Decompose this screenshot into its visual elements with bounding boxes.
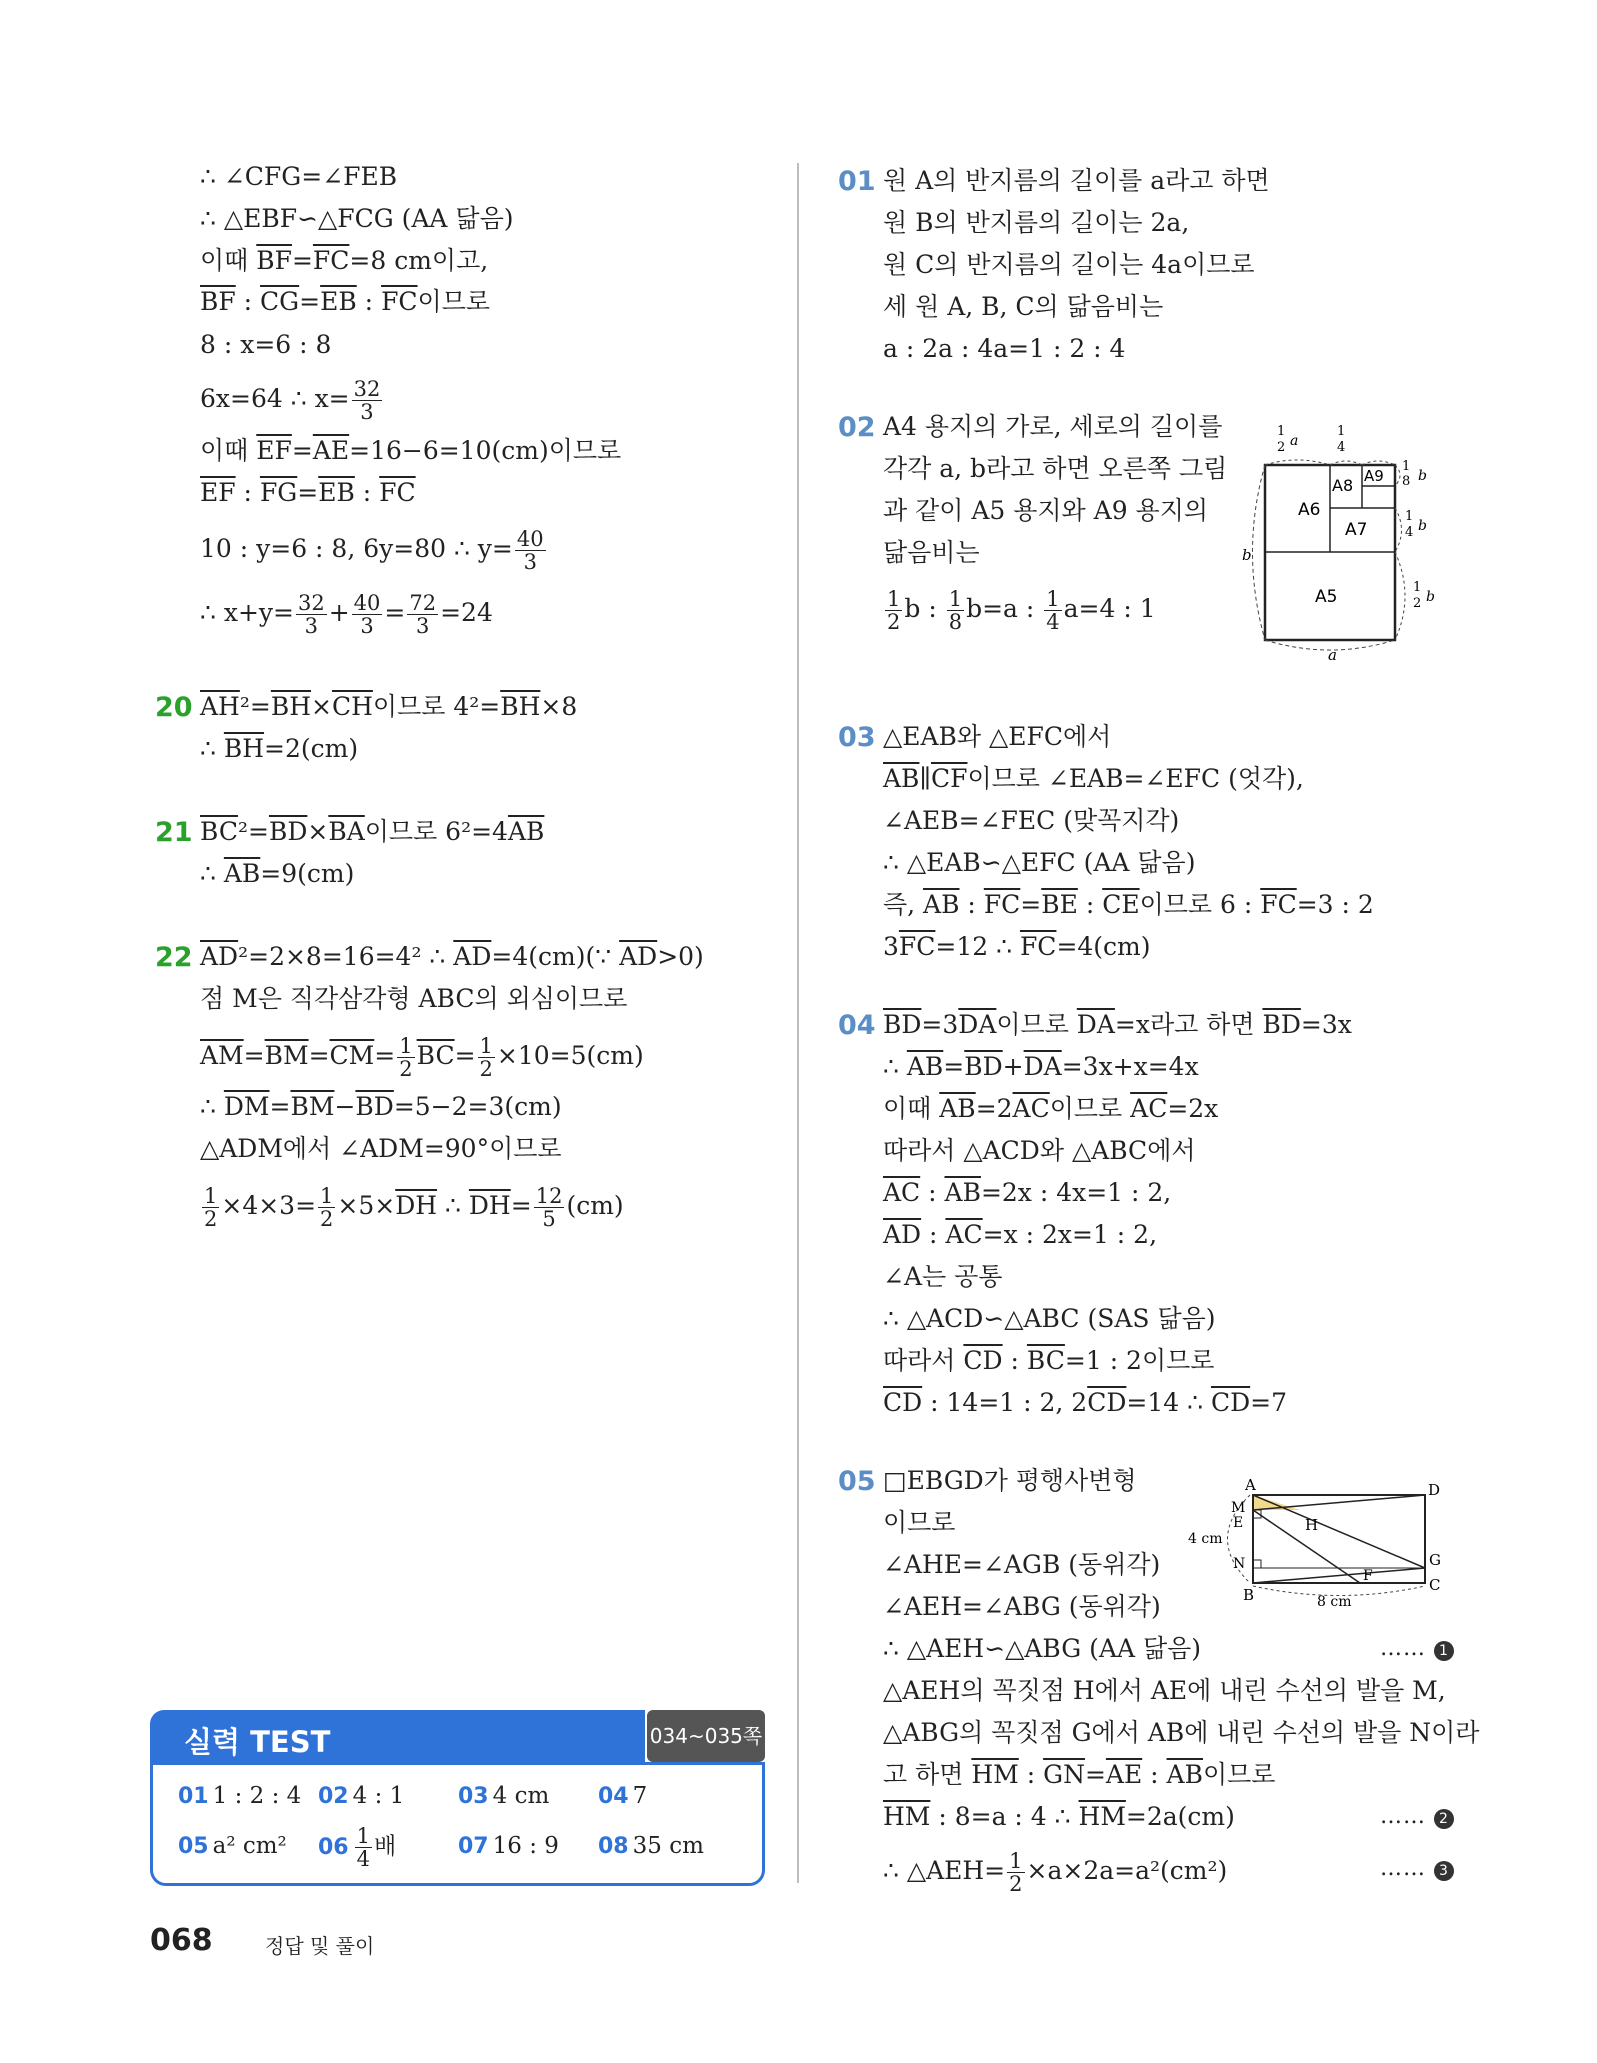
- test-header: [150, 1710, 645, 1764]
- problem-number: 21: [155, 817, 193, 848]
- answer-item: 08 35 cm: [598, 1833, 704, 1859]
- answer-item: 04 7: [598, 1783, 648, 1809]
- text-line: 원 A의 반지름의 길이를 a라고 하면: [883, 166, 1270, 195]
- label-b: b: [1242, 546, 1252, 564]
- label-A: A: [1245, 1476, 1256, 1494]
- text-line: 이때 $\overline{BF}=\overline{FC}=8$ cm이고,: [200, 246, 489, 275]
- problem-number: 02: [838, 412, 876, 443]
- text-line: ∴ △EAB∽△EFC (AA 닮음): [883, 848, 1196, 877]
- label-N: N: [1233, 1556, 1246, 1572]
- text-line: 각각 a, b라고 하면 오른쪽 그림: [883, 454, 1228, 483]
- label-D: D: [1428, 1481, 1441, 1499]
- text-line: $\overline{EF}$ : $\overline{FG}=\overline{EB}$ : $\overline{FC}$: [200, 478, 416, 507]
- text-line: 점 M은 직각삼각형 ABC의 외심이므로: [200, 984, 628, 1013]
- rectangle-parallelogram-diagram: [1185, 1470, 1455, 1610]
- label-b-quarter: b: [1418, 518, 1427, 534]
- label-a7: A7: [1345, 520, 1368, 540]
- answer-item: 05 a² cm²: [178, 1833, 287, 1859]
- text-line: $\frac{1}{2}$ ×4×3= $\frac{1}{2}$ $\times 5\times\overline{DH}$ ∴ $\overline{DH}=$ $\frac{12}{5}$ (cm): [204, 1184, 624, 1231]
- test-title: 실력 TEST: [184, 1725, 331, 1759]
- text-line: 6x=64 ∴ x= $\frac{32}{3}$: [200, 377, 381, 424]
- text-line: 이때 $\overline{EF}=\overline{AE}=16-6=10(cm)$이므로: [200, 436, 622, 465]
- text-line: a : 2a : 4a=1 : 2 : 4: [883, 334, 1126, 363]
- text-line: △ADM에서 ∠ADM=90°이므로: [200, 1134, 562, 1163]
- marker-1: …… 1: [1380, 1632, 1454, 1666]
- label-G: G: [1429, 1551, 1441, 1569]
- text-line: ∴ ∠CFG=∠FEB: [200, 162, 398, 191]
- label-half-den: 2: [1277, 440, 1286, 455]
- text-line: △AEH의 꼭짓점 H에서 AE에 내린 수선의 발을 M,: [883, 1676, 1446, 1705]
- label-b-half: b: [1426, 589, 1435, 605]
- problem-number: 04: [838, 1010, 876, 1041]
- text-line: ∠AHE=∠AGB (동위각): [883, 1550, 1161, 1579]
- label-C: C: [1429, 1576, 1441, 1594]
- text-line: ∠AEB=∠FEC (맞꼭지각): [883, 806, 1180, 835]
- text-line: $3\overline{FC}=12$ ∴ $\overline{FC}=4(cm)$: [883, 932, 1151, 961]
- a4-paper-diagram: [1230, 415, 1450, 665]
- text-line: ∴ △EBF∽△FCG (AA 닮음): [200, 204, 514, 233]
- label-quarter-b-den: 4: [1405, 525, 1414, 540]
- problem-number: 20: [155, 692, 193, 723]
- label-height: 4 cm: [1188, 1531, 1223, 1547]
- marker-3: …… 3: [1380, 1852, 1454, 1886]
- text-line: 8 : x=6 : 8: [200, 330, 332, 359]
- label-a5: A5: [1315, 587, 1338, 607]
- problem-number: 03: [838, 722, 876, 753]
- answer-item: 02 4 : 1: [318, 1783, 405, 1809]
- test-answers: [150, 1762, 765, 1886]
- label-b-eighth: b: [1418, 468, 1427, 484]
- text-line: 이때 $\overline{AB}=2\overline{AC}$이므로 $\overline{AC}=2x$: [883, 1094, 1219, 1123]
- text-line: $\overline{BF}$ : $\overline{CG}=\overline{EB}$ : $\overline{FC}$이므로: [200, 287, 490, 316]
- text-line: 세 원 A, B, C의 닮음비는: [883, 292, 1164, 321]
- label-half-b: 1: [1413, 580, 1422, 595]
- label-quarter-den: 4: [1337, 440, 1346, 455]
- label-eighth-den: 8: [1402, 474, 1411, 489]
- text-line: ∴ x+y= $\frac{32}{3}$ + $\frac{40}{3}$ = $\frac{72}{3}$ =24: [200, 591, 493, 638]
- footer-label: 정답 및 풀이: [265, 1934, 375, 1958]
- text-line: 원 B의 반지름의 길이는 2a,: [883, 208, 1190, 237]
- text-line: △ABG의 꼭짓점 G에서 AB에 내린 수선의 발을 N이라: [883, 1718, 1480, 1747]
- answer-item: 01 1 : 2 : 4: [178, 1783, 302, 1809]
- text-line: $\overline{AC}$ : $\overline{AB}=2x$ : 4x=1 : 2,: [883, 1178, 1172, 1207]
- text-line: $\frac{1}{2}$ b : $\frac{1}{8}$ b=a : $\frac{1}{4}$ a=4 : 1: [887, 587, 1156, 634]
- text-line: $\overline{AH}^2=\overline{BH}\times\overline{CH}$이므로 $4^2=\overline{BH}\times 8$: [200, 692, 578, 721]
- answer-item: 07 16 : 9: [458, 1833, 559, 1859]
- text-line: ∴ $\overline{DM}=\overline{BM}-\overline{BD}=5-2=3(cm)$: [200, 1092, 562, 1121]
- text-line: $\overline{CD}$ : 14=1 : 2, $2\overline{CD}=14$ ∴ $\overline{CD}=7$: [883, 1388, 1287, 1417]
- label-a6: A6: [1298, 500, 1321, 520]
- text-line: ∴ $\overline{AB}=\overline{BD}+\overline{DA}=3x+x=4x$: [883, 1052, 1199, 1081]
- text-line: ∴ $\overline{BH}=2(cm)$: [200, 734, 359, 763]
- problem-number: 05: [838, 1466, 876, 1497]
- text-line: ∴ △AEH= $\frac{1}{2}$ ×a×2a=a²(cm²): [883, 1849, 1228, 1896]
- problem-number: 01: [838, 166, 876, 197]
- label-E: E: [1233, 1515, 1244, 1531]
- text-line: ∴ △AEH∽△ABG (AA 닮음): [883, 1634, 1202, 1663]
- answer-item: 03 4 cm: [458, 1783, 550, 1809]
- text-line: $\overline{BC}^2=\overline{BD}\times\overline{BA}$이므로 $6^2=4\overline{AB}$: [200, 817, 545, 846]
- test-page-range: 034~035쪽: [647, 1710, 765, 1762]
- text-line: 원 C의 반지름의 길이는 4a이므로: [883, 250, 1255, 279]
- label-B: B: [1243, 1586, 1255, 1604]
- label-H: H: [1305, 1516, 1319, 1534]
- marker-2: …… 2: [1380, 1800, 1454, 1834]
- text-line: A4 용지의 가로, 세로의 길이를: [883, 412, 1223, 441]
- skill-test-box: [150, 1710, 765, 1886]
- text-line: 따라서 $\overline{CD}$ : $\overline{BC}=1$ : 2이므로: [883, 1346, 1215, 1375]
- label-a: a: [1328, 646, 1337, 664]
- label-half-b-den: 2: [1413, 596, 1422, 611]
- label-a-top: a: [1290, 433, 1299, 449]
- text-line: 이므로: [883, 1508, 956, 1537]
- label-width: 8 cm: [1317, 1594, 1352, 1610]
- label-half: 1: [1277, 424, 1286, 439]
- text-line: □EBGD가 평행사변형: [883, 1466, 1137, 1495]
- label-quarter-b: 1: [1405, 509, 1414, 524]
- text-line: 10 : y=6 : 8, 6y=80 ∴ y= $\frac{40}{3}$: [200, 527, 544, 574]
- text-line: $\overline{AD}^2=2\times 8=16=4^2$ ∴ $\overline{AD}=4(cm)(\because$ $\overline{AD}>0$): [200, 942, 704, 971]
- text-line: 고 하면 $\overline{HM}$ : $\overline{GN}=\overline{AE}$ : $\overline{AB}$이므로: [883, 1760, 1276, 1789]
- label-quarter: 1: [1337, 424, 1346, 439]
- text-line: ∠AEH=∠ABG (동위각): [883, 1592, 1161, 1621]
- text-line: 닮음비는: [883, 538, 980, 567]
- text-line: ∴ $\overline{AB}=9(cm)$: [200, 859, 355, 888]
- label-a8: A8: [1332, 476, 1354, 495]
- problem-number: 22: [155, 942, 193, 973]
- text-line: $\overline{HM}$ : 8=a : 4 ∴ $\overline{HM}=2a(cm)$: [883, 1802, 1235, 1831]
- text-line: $\overline{AD}$ : $\overline{AC}=x$ : 2x=1 : 2,: [883, 1220, 1158, 1249]
- text-line: $\overline{AM}=\overline{BM}=\overline{CM}=$ $\frac{1}{2}$ $\overline{BC}=$ $\frac{1}{2}$ ×10=5(cm): [200, 1034, 644, 1081]
- text-line: △EAB와 △EFC에서: [883, 722, 1112, 751]
- label-M: M: [1231, 1500, 1246, 1516]
- text-line: 즉, $\overline{AB}$ : $\overline{FC}=\overline{BE}$ : $\overline{CE}$이므로 6 : $\overline{FC}=3$ : 2: [883, 890, 1374, 919]
- label-a9: A9: [1364, 467, 1384, 485]
- text-line: ∠A는 공통: [883, 1262, 1003, 1291]
- page-number: 068: [150, 1923, 213, 1958]
- text-line: ∴ △ACD∽△ABC (SAS 닮음): [883, 1304, 1216, 1333]
- label-eighth: 1: [1402, 459, 1411, 474]
- text-line: 과 같이 A5 용지와 A9 용지의: [883, 496, 1209, 525]
- column-divider: [797, 163, 799, 1883]
- text-line: $\overline{AB}\parallel\overline{CF}$이므로 ∠EAB=∠EFC (엇각),: [883, 764, 1304, 793]
- answer-item: 06 $\frac{1}{4}$ 배: [318, 1824, 397, 1871]
- text-line: $\overline{BD}=3\overline{DA}$이므로 $\overline{DA}=x$라고 하면 $\overline{BD}=3x$: [883, 1010, 1352, 1039]
- label-F: F: [1363, 1568, 1373, 1584]
- text-line: 따라서 △ACD와 △ABC에서: [883, 1136, 1196, 1165]
